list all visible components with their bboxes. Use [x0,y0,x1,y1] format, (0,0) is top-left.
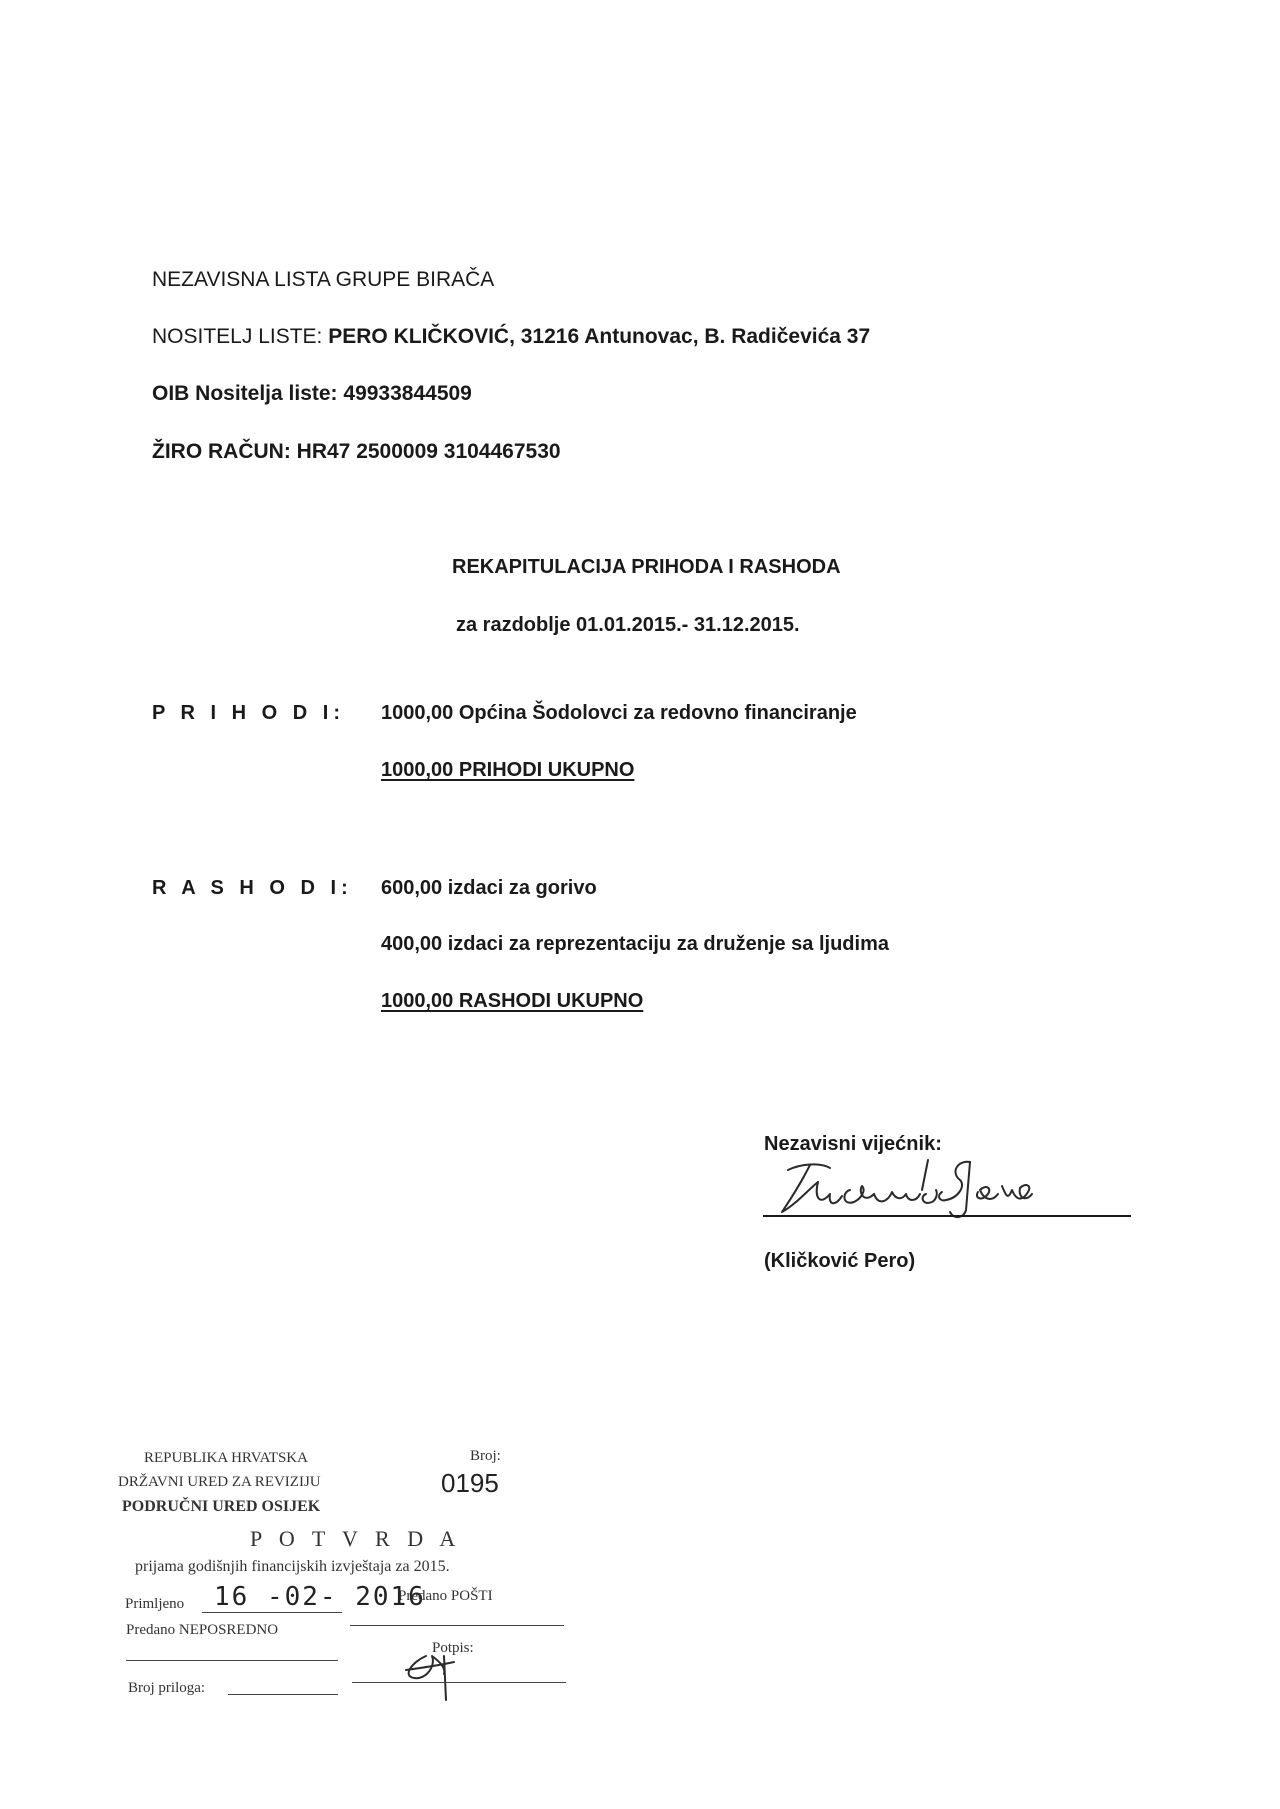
oib-line [152,382,472,406]
list-name: NEZAVISNA LISTA GRUPE BIRAČA [152,268,495,291]
stamp-prilog-line [228,1694,338,1695]
signature-title: Nezavisni vijećnik: [764,1133,942,1155]
holder-line [152,325,870,349]
holder-label: NOSITELJ LISTE: [152,325,323,348]
stamp-line-3: PODRUČNI URED OSIJEK [122,1498,321,1515]
rashodi-item: 400,00 izdaci za reprezentaciju za druženje sa ljudima [381,933,889,955]
stamp-line-1: REPUBLIKA HRVATSKA [144,1450,308,1466]
stamp-line-2: DRŽAVNI URED ZA REVIZIJU [118,1474,321,1490]
stamp-primljeno-label: Primljeno [125,1596,185,1612]
stamp-title: P O T V R D A [250,1526,462,1551]
stamp-potpis-label: Potpis: [432,1640,474,1656]
document-period: za razdoblje 01.01.2015.- 31.12.2015. [456,614,800,636]
document-title: REKAPITULACIJA PRIHODA I RASHODA [452,556,841,578]
account-label: ŽIRO RAČUN: [152,440,291,463]
handwritten-signature [770,1150,1070,1225]
rashodi-item: 600,00 izdaci za gorivo [381,877,597,899]
stamp-handwritten-initials [396,1642,476,1702]
stamp-posti-line [350,1625,564,1626]
stamp-primljeno-date: 16 -02- 2016 [214,1582,426,1612]
stamp-date-line [202,1612,342,1613]
prihodi-label: P R I H O D I: [152,702,345,724]
signatory-name: (Kličković Pero) [764,1250,916,1272]
prihodi-total: 1000,00 PRIHODI UKUPNO [381,759,635,781]
stamp-neposredno-line [126,1660,338,1661]
prihodi-item: 1000,00 Općina Šodolovci za redovno financiranje [381,702,857,724]
account-value: HR47 2500009 3104467530 [296,440,561,463]
stamp-broj-value: 0195 [441,1468,499,1498]
stamp-prilog-label: Broj priloga: [128,1680,206,1696]
holder-value: PERO KLIČKOVIĆ, 31216 Antunovac, B. Radičevića 37 [328,325,871,348]
signature-line [763,1215,1131,1217]
rashodi-total: 1000,00 RASHODI UKUPNO [381,990,644,1012]
oib-label: OIB Nositelja liste: [152,382,338,405]
stamp-potpis-line [352,1682,566,1683]
stamp-subtitle: prijama godišnjih financijskih izvještaja za 2015. [135,1558,450,1575]
stamp-posti-label: Predano POŠTI [398,1588,493,1604]
stamp-neposredno-label: Predano NEPOSREDNO [126,1622,279,1638]
rashodi-label: R A S H O D I: [152,877,353,899]
stamp-broj-label: Broj: [470,1448,501,1464]
oib-value: 49933844509 [343,382,472,405]
account-line [152,440,561,464]
